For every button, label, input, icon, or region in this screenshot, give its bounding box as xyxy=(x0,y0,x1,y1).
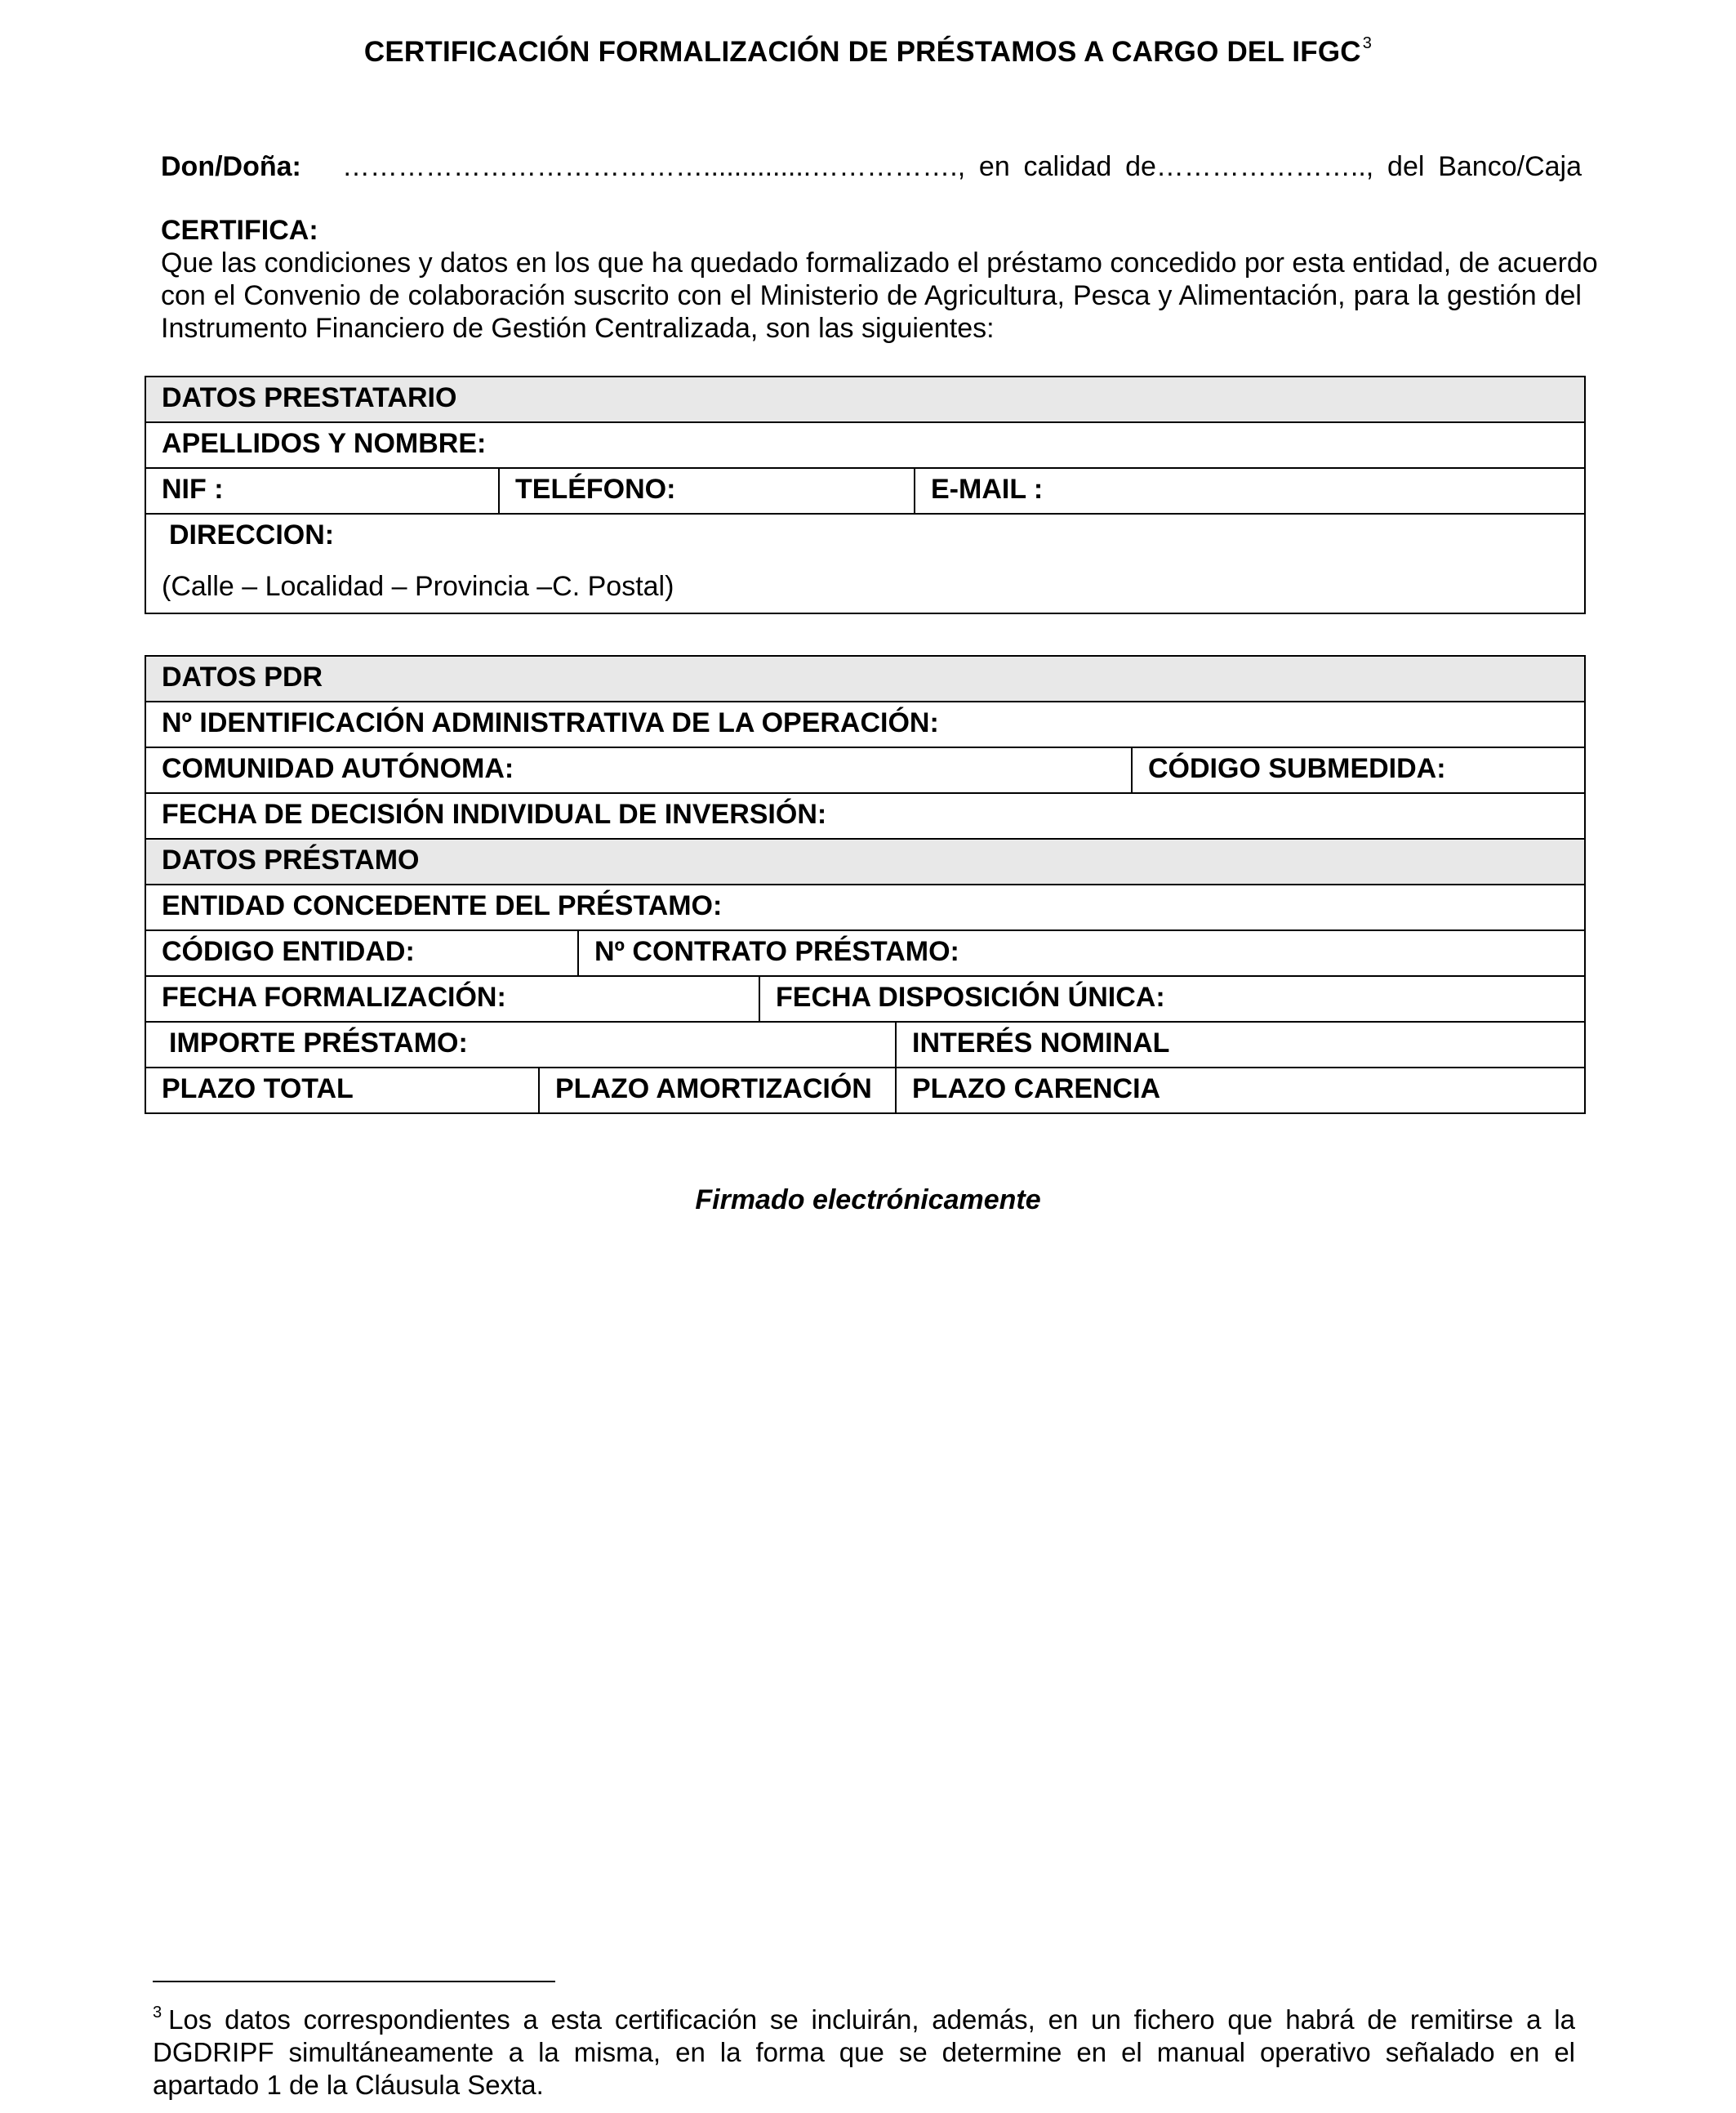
plazo-carencia-field[interactable]: PLAZO CARENCIA xyxy=(896,1068,1585,1113)
intro-line: Instrumento Financiero de Gestión Centralizada, son las siguientes: xyxy=(161,313,995,344)
comunidad-field[interactable]: COMUNIDAD AUTÓNOMA: xyxy=(145,747,1132,793)
footnote-line: DGDRIPF simultáneamente a la misma, en la forma que se determine en el manual operativo señalado en el xyxy=(153,2037,1575,2067)
prestatario-header: DATOS PRESTATARIO xyxy=(145,377,1585,422)
fecha-decision-field[interactable]: FECHA DE DECISIÓN INDIVIDUAL DE INVERSIÓN: xyxy=(145,793,1585,839)
importe-field[interactable]: IMPORTE PRÉSTAMO: xyxy=(145,1022,896,1068)
certifica-label: CERTIFICA: xyxy=(161,215,318,246)
apellidos-field[interactable]: APELLIDOS Y NOMBRE: xyxy=(145,422,1585,468)
prestamo-header: DATOS PRÉSTAMO xyxy=(145,839,1585,885)
intro-paragraph xyxy=(161,247,1598,345)
telefono-field[interactable]: TELÉFONO: xyxy=(499,468,915,514)
entidad-field[interactable]: ENTIDAD CONCEDENTE DEL PRÉSTAMO: xyxy=(145,885,1585,930)
footnote-line-1 xyxy=(153,1996,1575,2036)
fecha-disposicion-field[interactable]: FECHA DISPOSICIÓN ÚNICA: xyxy=(759,976,1585,1022)
footnote-divider xyxy=(153,1981,555,1982)
codigo-submedida-field[interactable]: CÓDIGO SUBMEDIDA: xyxy=(1132,747,1585,793)
nif-field[interactable]: NIF : xyxy=(145,468,499,514)
email-field[interactable]: E-MAIL : xyxy=(915,468,1585,514)
interes-field[interactable]: INTERÉS NOMINAL xyxy=(896,1022,1585,1068)
don-line xyxy=(161,151,1582,183)
don-fill-text: …………………………………..............……………., en calidad de………………….., del Banco/Caja xyxy=(342,151,1582,182)
footnote xyxy=(153,1996,1575,2102)
footnote-text: Los datos correspondientes a esta certificación se incluirán, además, en un fichero que habrá de remitirse a la xyxy=(168,2004,1575,2035)
plazo-total-field[interactable]: PLAZO TOTAL xyxy=(145,1068,539,1113)
pdr-prestamo-table xyxy=(145,655,1586,1114)
direccion-hint: (Calle – Localidad – Provincia –C. Postal) xyxy=(162,571,674,602)
prestatario-table xyxy=(145,376,1586,614)
document-title xyxy=(0,34,1736,69)
title-footnote-ref: 3 xyxy=(1362,34,1373,52)
intro-line: Que las condiciones y datos en los que ha quedado formalizado el préstamo concedido por esta entidad, de acuerdo xyxy=(161,247,1598,279)
footnote-ref: 3 xyxy=(153,2004,162,2022)
id-operacion-field[interactable]: Nº IDENTIFICACIÓN ADMINISTRATIVA DE LA OPERACIÓN: xyxy=(145,702,1585,747)
contrato-field[interactable]: Nº CONTRATO PRÉSTAMO: xyxy=(578,930,1585,976)
pdr-header: DATOS PDR xyxy=(145,656,1585,702)
intro-line: con el Convenio de colaboración suscrito con el Ministerio de Agricultura, Pesca y Alimentación, para la gestión del xyxy=(161,280,1582,311)
direccion-label: DIRECCION: xyxy=(169,519,335,551)
don-label: Don/Doña: xyxy=(161,151,301,182)
signed-note: Firmado electrónicamente xyxy=(695,1184,1041,1215)
footnote-line: apartado 1 de la Cláusula Sexta. xyxy=(153,2070,544,2100)
title-text: CERTIFICACIÓN FORMALIZACIÓN DE PRÉSTAMOS A CARGO DEL IFGC xyxy=(363,36,1361,68)
codigo-entidad-field[interactable]: CÓDIGO ENTIDAD: xyxy=(145,930,578,976)
plazo-amortizacion-field[interactable]: PLAZO AMORTIZACIÓN xyxy=(539,1068,896,1113)
fecha-formalizacion-field[interactable]: FECHA FORMALIZACIÓN: xyxy=(145,976,759,1022)
direccion-field[interactable] xyxy=(145,514,1585,613)
